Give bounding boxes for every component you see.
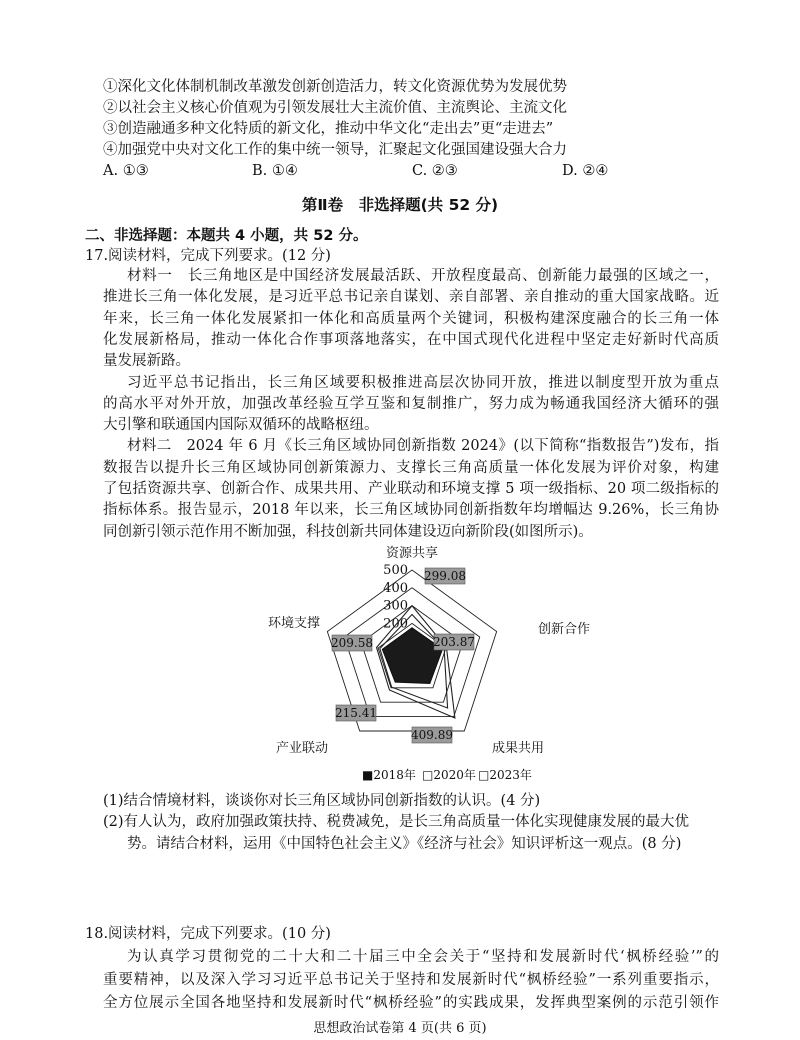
q17-material-line: 同创新引领示范作用不断加强，科技创新共同体建设迈向新阶段(如图所示)。 [103, 524, 593, 540]
q18-line: 全方位展示全国各地坚持和发展新时代“枫桥经验”的实践成果，发挥典型案例的示范引领作 [103, 995, 719, 1011]
tick-label: 200 [383, 616, 408, 632]
legend-item: ■2018年 [362, 768, 416, 782]
option-2: ②以社会主义核心价值观为引领发展壮大主流价值、主流舆论、主流文化 [103, 100, 567, 116]
q17-question-2-cont: 势。请结合材料，运用《中国特色社会主义》《经济与社会》知识评析这一观点。(8 分) [127, 836, 682, 852]
axis-label: 环境支撑 [267, 616, 320, 631]
axis-label: 产业联动 [275, 741, 328, 756]
q17-material-line: 的高水平对外开放，加强改革经验互学互鉴和复制推广，努力成为畅通我国经济大循环的强 [103, 396, 719, 412]
radar-chart [250, 546, 591, 787]
option-3: ③创造融通多种文化特质的新文化，推动中华文化“走出去”更“走进去” [103, 121, 554, 137]
option-1: ①深化文化体制机制改革激发创新创造活力，转文化资源优势为发展优势 [103, 79, 567, 95]
tick-label: 500 [383, 563, 408, 578]
q17-material-line: 材料二 2024 年 6 月《长三角区域协同创新指数 2024》(以下简称“指数报告”)发布，指 [127, 438, 719, 454]
tick-label: 400 [383, 580, 408, 596]
section-title: 第Ⅱ卷 非选择题(共 52 分) [301, 196, 499, 214]
q18-line: 为认真学习贯彻党的二十大和二十届三中全会关于“坚持和发展新时代‘枫桥经验’”的 [127, 949, 719, 965]
axis-label: 成果共用 [492, 741, 545, 756]
tick-label: 300 [383, 598, 408, 614]
data-label: 299.08 [424, 569, 466, 583]
choice-d: D. ②④ [562, 163, 609, 179]
page-footer: 思想政治试卷第 4 页(共 6 页) [313, 1021, 487, 1036]
q18-line: 重要精神，以及深入学习习近平总书记关于坚持和发展新时代“枫桥经验”一系列重要指示， [103, 972, 719, 988]
q17-material-line: 材料一 长三角地区是中国经济发展最活跃、开放程度最高、创新能力最强的区域之一， [127, 268, 719, 284]
data-label: 203.87 [433, 635, 475, 649]
q17-material-line: 化发展新格局，推动一体化合作事项落地落实，在中国式现代化进程中坚定走好新时代高质 [103, 332, 719, 348]
q17-material-line: 推进长三角一体化发展，是习近平总书记亲自谋划、亲自部署、亲自推动的重大国家战略。近 [103, 289, 719, 305]
q18-stem: 18.阅读材料，完成下列要求。(10 分) [85, 926, 331, 942]
data-label: 209.58 [331, 636, 373, 650]
q17-question-2: (2)有人认为，政府加强政策扶持、税费减免，是长三角高质量一体化实现健康发展的最大优 [103, 814, 690, 830]
axis-label: 创新合作 [538, 622, 591, 637]
choice-c: C. ②③ [412, 163, 458, 179]
q17-material-line: 习近平总书记指出，长三角区域要积极推进高层次协同开放，推进以制度型开放为重点 [127, 375, 719, 391]
q17-material-line: 了包括资源共享、创新合作、成果共用、产业联动和环境支撑 5 项一级指标、20 项二级指标的 [103, 481, 719, 497]
option-4: ④加强党中央对文化工作的集中统一领导，汇聚起文化强国建设强大合力 [103, 142, 567, 158]
q17-material-line: 年来，长三角一体化发展紧扣一体化和高质量两个关键词，积极构建深度融合的长三角一体 [103, 311, 719, 327]
axis-label: 资源共享 [385, 546, 439, 561]
legend-item: □2023年 [478, 768, 532, 782]
q17-material-line: 指标体系。报告显示，2018 年以来，长三角区域协同创新指数年均增幅达 9.26%，长三角协 [103, 502, 719, 518]
q17-material-line: 大引擎和联通国内国际双循环的战略枢纽。 [103, 417, 379, 433]
data-label: 215.41 [335, 706, 377, 720]
q17-question-1: (1)结合情境材料，谈谈你对长三角区域协同创新指数的认识。(4 分) [103, 793, 541, 809]
q17-material-line: 量发展新路。 [103, 353, 190, 369]
choice-a: A. ①③ [103, 163, 149, 179]
q17-material-line: 数报告以提升长三角区域协同创新策源力、支撑长三角高质量一体化发展为评价对象，构建 [103, 460, 719, 476]
section-intro: 二、非选择题：本题共 4 小题，共 52 分。 [85, 228, 368, 244]
q17-stem: 17.阅读材料，完成下列要求。(12 分) [85, 248, 331, 264]
legend-item: □2020年 [422, 768, 476, 782]
choice-b: B. ①④ [252, 163, 298, 179]
data-label: 409.89 [411, 728, 453, 742]
